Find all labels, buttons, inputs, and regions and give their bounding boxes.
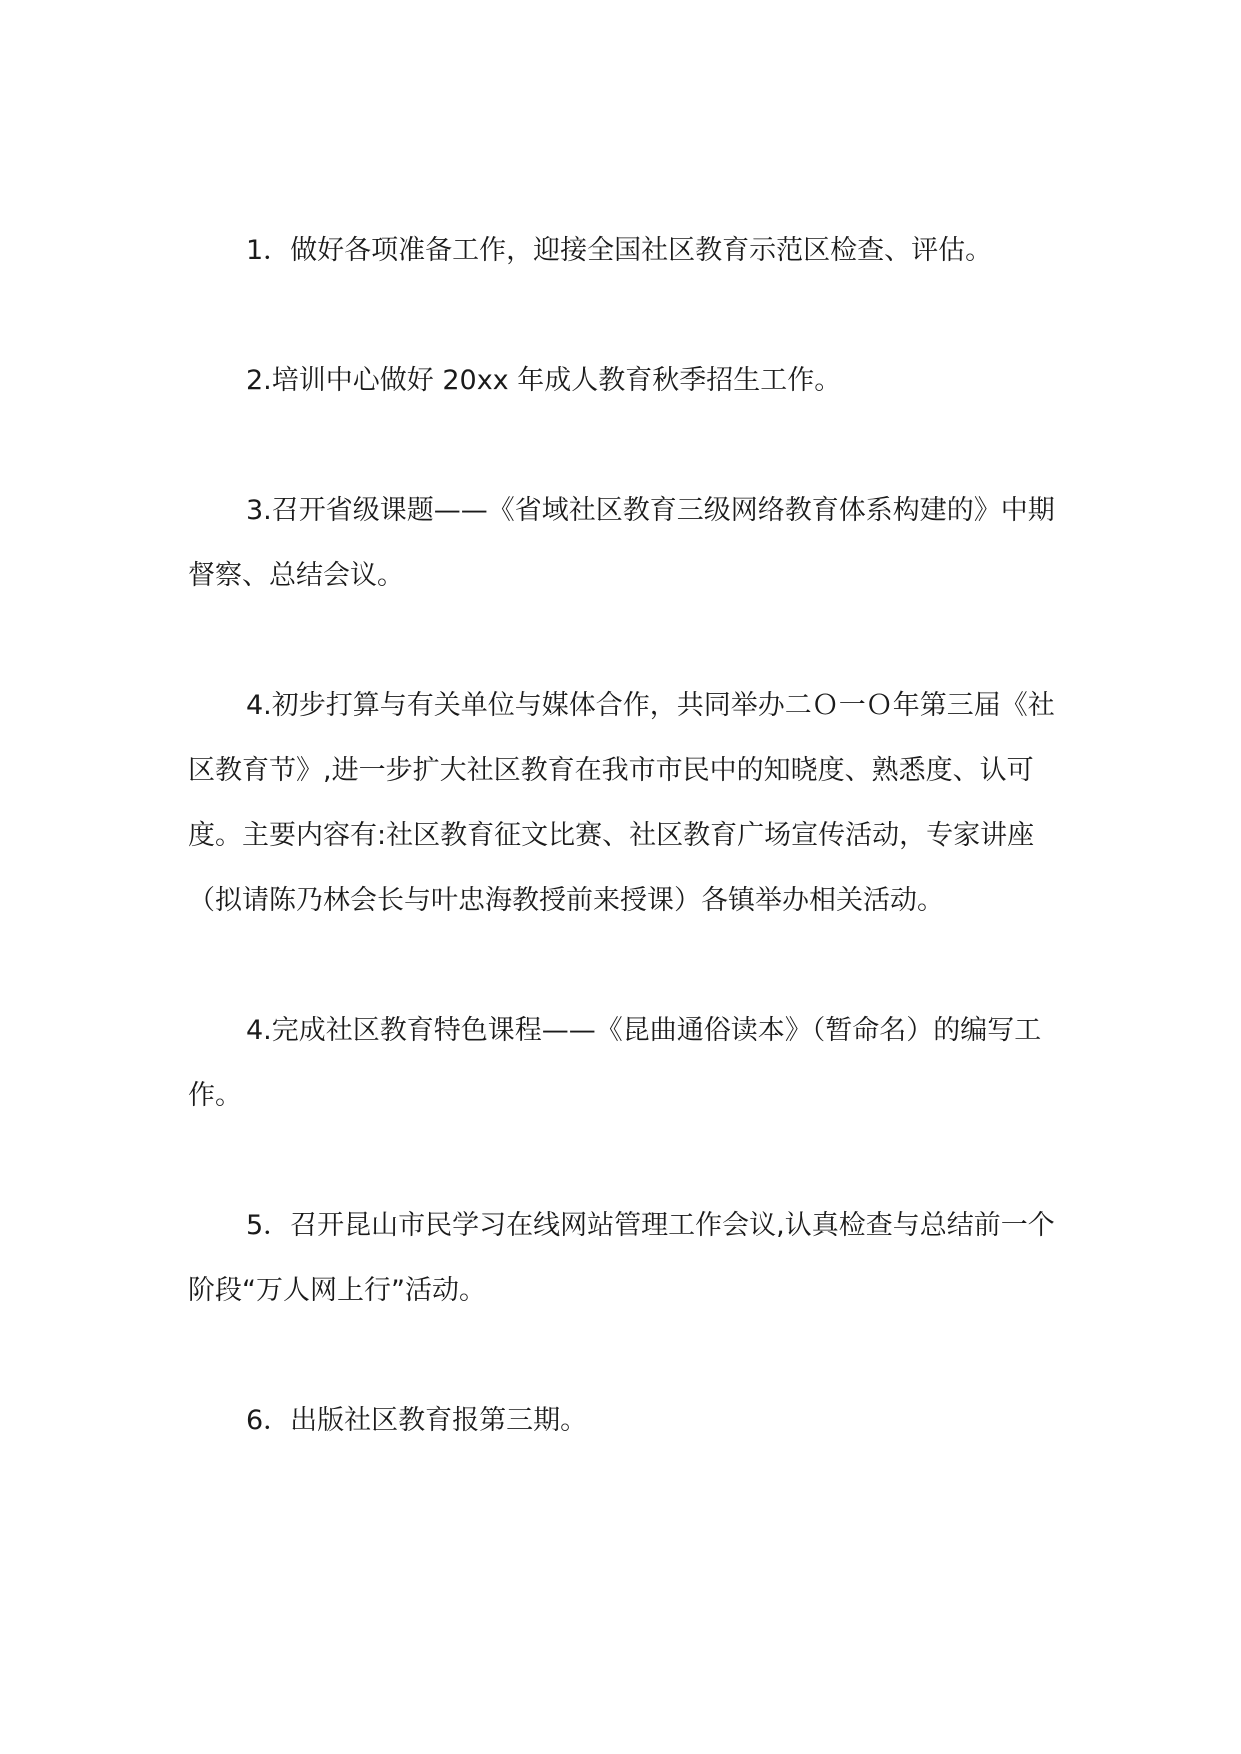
- paragraph-2: 2.培训中心做好 20xx 年成人教育秋季招生工作。: [246, 365, 842, 396]
- paragraph-3: 3.召开省级课题——《省域社区教育三级网络教育体系构建的》中期督察、总结会议。: [188, 495, 1055, 591]
- paragraph-6: 5．召开昆山市民学习在线网站管理工作会议,认真检查与总结前一个阶段“万人网上行”活动。: [188, 1210, 1055, 1306]
- paragraph-5: 4.完成社区教育特色课程——《昆曲通俗读本》（暂命名）的编写工作。: [188, 1015, 1042, 1111]
- paragraph-1: 1．做好各项准备工作，迎接全国社区教育示范区检查、评估。: [246, 235, 993, 266]
- document-body: [188, 218, 1058, 1518]
- paragraph-4: 4.初步打算与有关单位与媒体合作，共同举办二Ｏ一Ｏ年第三届《社区教育节》,进一步扩大社区教育在我市市民中的知晓度、熟悉度、认可度。主要内容有:社区教育征文比赛、社区教育广场宣传活动，专家讲座（拟请陈乃林会长与叶忠海教授前来授课）各镇举办相关活动。: [188, 690, 1055, 916]
- paragraph-7: 6．出版社区教育报第三期。: [246, 1405, 588, 1436]
